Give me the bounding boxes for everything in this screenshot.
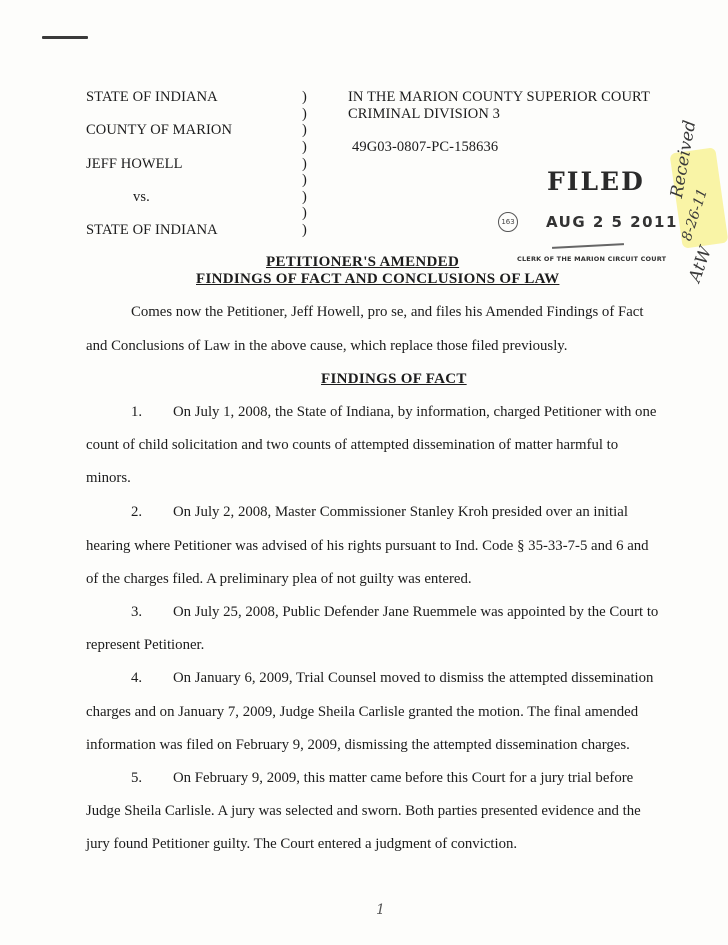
- finding-number: 3.: [131, 604, 143, 620]
- scan-artifact-mark: [42, 36, 88, 39]
- finding-number: 2.: [131, 504, 143, 520]
- finding-line: On July 25, 2008, Public Defender Jane Ruemmele was appointed by the Court to: [173, 604, 659, 620]
- cause-number: 49G03-0807-PC-158636: [352, 139, 499, 155]
- finding-line: On July 1, 2008, the State of Indiana, by information, charged Petitioner with one: [173, 404, 657, 420]
- stamp-number-circle: 163: [498, 212, 518, 232]
- page-number: 1: [376, 902, 385, 918]
- finding-line: On July 2, 2008, Master Commissioner Stanley Kroh presided over an initial: [173, 504, 628, 520]
- finding-line: information was filed on February 9, 2009, dismissing the attempted dissemination charges.: [86, 737, 630, 753]
- filed-date: AUG 2 5 2011: [546, 213, 678, 231]
- caption-court: IN THE MARION COUNTY SUPERIOR COURT: [348, 89, 650, 105]
- handwritten-initials: AtW: [685, 243, 717, 285]
- caption-vs: vs.: [133, 189, 150, 205]
- document-title-line2: FINDINGS OF FACT AND CONCLUSIONS OF LAW: [196, 271, 560, 287]
- clerk-signature-mark: [552, 243, 624, 249]
- caption-county: COUNTY OF MARION: [86, 122, 233, 138]
- finding-line: represent Petitioner.: [86, 637, 205, 653]
- clerk-stamp-line: CLERK OF THE MARION CIRCUIT COURT: [517, 255, 667, 263]
- finding-line: On January 6, 2009, Trial Counsel moved to dismiss the attempted dissemination: [173, 670, 654, 686]
- finding-number: 5.: [131, 770, 143, 786]
- intro-line: Comes now the Petitioner, Jeff Howell, pro se, and files his Amended Findings of Fact: [131, 304, 644, 320]
- caption-respondent: STATE OF INDIANA: [86, 222, 218, 238]
- caption-state: STATE OF INDIANA: [86, 89, 218, 105]
- finding-line: Judge Sheila Carlisle. A jury was selected and sworn. Both parties presented evidence and the: [86, 803, 641, 819]
- finding-line: charges and on January 7, 2009, Judge Sheila Carlisle granted the motion. The final amended: [86, 704, 639, 720]
- handwritten-received: Received: [667, 118, 701, 200]
- finding-line: On February 9, 2009, this matter came before this Court for a jury trial before: [173, 770, 634, 786]
- handwritten-date: 8-26-11: [679, 186, 711, 243]
- filed-stamp: FILED: [547, 167, 645, 196]
- finding-line: count of child solicitation and two counts of attempted dissemination of matter harmful to: [86, 437, 619, 453]
- finding-line: minors.: [86, 470, 131, 486]
- section-heading: FINDINGS OF FACT: [321, 371, 467, 387]
- finding-number: 1.: [131, 404, 143, 420]
- finding-line: hearing where Petitioner was advised of his rights pursuant to Ind. Code § 35-33-7-5 and 6 and: [86, 538, 649, 554]
- caption-petitioner: JEFF HOWELL: [86, 156, 183, 172]
- finding-line: jury found Petitioner guilty. The Court entered a judgment of conviction.: [86, 836, 518, 852]
- finding-line: of the charges filed. A preliminary plea of not guilty was entered.: [86, 571, 472, 587]
- document-title-line1: PETITIONER'S AMENDED: [266, 254, 460, 270]
- finding-number: 4.: [131, 670, 143, 686]
- caption-division: CRIMINAL DIVISION 3: [348, 106, 500, 122]
- intro-line: and Conclusions of Law in the above cause, which replace those filed previously.: [86, 338, 568, 354]
